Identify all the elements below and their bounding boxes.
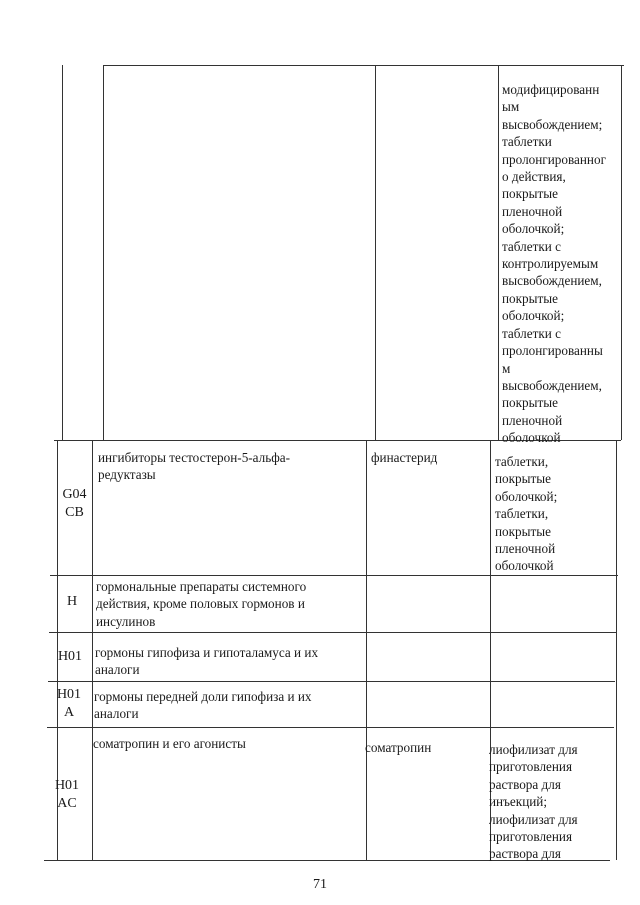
pharmacological-group-cell: соматропин и его агонисты: [93, 736, 246, 751]
atc-code-cell: H: [66, 594, 78, 609]
pharmacological-group-cell: гормоны передней доли гипофиза и их аналоги: [94, 689, 312, 722]
atc-code-cell: H01: [57, 649, 83, 664]
dosage-forms-cell: таблетки, покрытые оболочкой; таблетки, покрытые пленочной оболочкой: [495, 454, 558, 574]
page-number: 71: [313, 877, 327, 892]
table-row: [0, 440, 640, 575]
table-row: [0, 632, 640, 681]
pharmacological-group-cell: гормоны гипофиза и гипоталамуса и их аналоги: [95, 645, 319, 678]
atc-code-cell: G04 CB: [62, 487, 87, 520]
pharmacological-group-cell: гормональные препараты системного действия, кроме половых гормонов и инсулинов: [96, 579, 307, 629]
substance-cell: финастерид: [371, 450, 438, 465]
table-row: [0, 65, 640, 446]
atc-code-cell: H01 AC: [54, 778, 80, 811]
substance-cell: соматропин: [365, 740, 432, 755]
dosage-forms-cell: лиофилизат для приготовления раствора для инъекций; лиофилизат для приготовления раствора для: [489, 742, 578, 862]
atc-code-cell: H01 A: [56, 687, 82, 720]
pharmacological-group-cell: ингибиторы тестостерон-5-альфа- редуктазы: [98, 450, 291, 483]
dosage-forms-cell: модифицированн ым высвобождением; таблетки пролонгированног о действия, покрытые пленочной оболочкой; таблетки с контролируемым высвобождением, покрытые оболочкой; таблетки с пролонгированны м высвобождением, покрытые пленочной оболочкой: [502, 82, 606, 446]
table-row: [0, 575, 640, 632]
table-row: [0, 727, 640, 860]
table-row: [0, 681, 640, 727]
